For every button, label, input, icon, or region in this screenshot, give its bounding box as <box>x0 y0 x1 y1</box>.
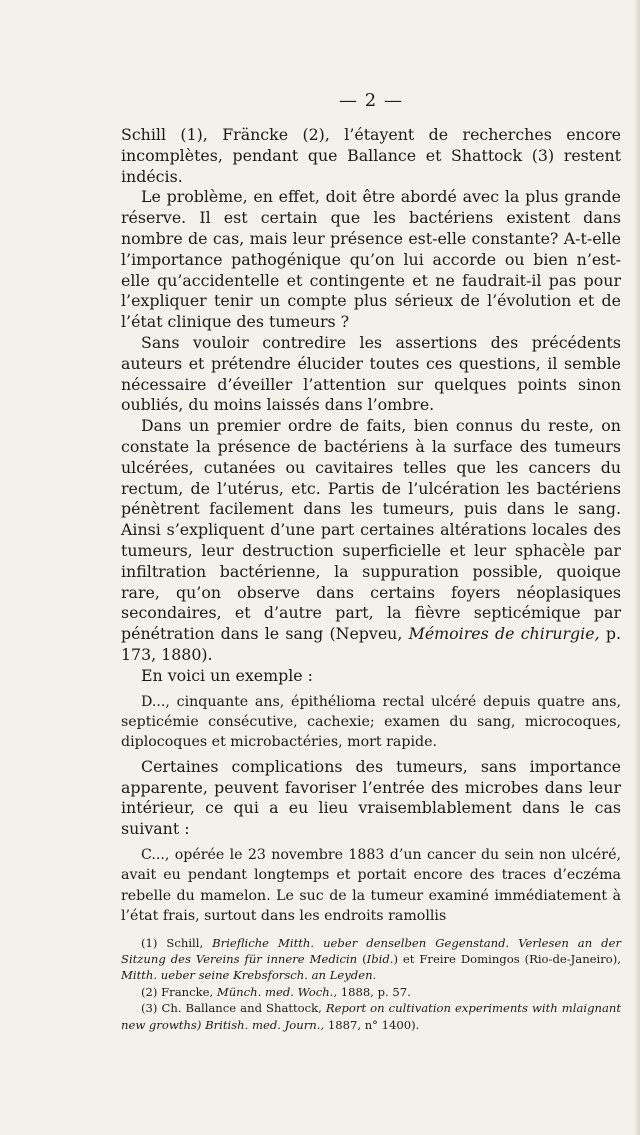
footnotes <box>121 935 621 1033</box>
footnote-3: (3) Ch. Ballance and Shattock, Report on cultivation experiments with mlaignant new growths) British. med. Journ., 1887, n° 1400). <box>121 1001 622 1032</box>
main-text-continued <box>121 757 621 840</box>
document-page <box>121 90 621 1033</box>
paragraph-6: Certaines complications des tumeurs, sans importance apparente, peuvent favoriser l’entrée des microbes dans leur intérieur, ce qui a eu lieu vraisemblablement dans le cas suivant : <box>121 756 621 839</box>
page-number: — 2 — <box>339 90 403 111</box>
paragraph-1: Schill (1), Fräncke (2), l’étayent de recherches encore incomplètes, pendant que Ballance et Shattock (3) restent indécis. <box>121 125 621 186</box>
footnote-1: (1) Schill, Briefliche Mitth. ueber denselben Gegenstand. Verlesen an der Sitzung des Vereins für innere Medicin (Ibid.) et Freire Domingos (Rio-de-Janeiro), Mitth. ueber seine Krebsforsch. an Leyden. <box>121 935 621 983</box>
footnote-2: (2) Francke, Münch. med. Woch., 1888, p. 57. <box>141 984 411 999</box>
paragraph-5: En voici un exemple : <box>141 665 313 685</box>
journal-citation: Mémoires de chirurgie, <box>408 624 600 644</box>
paragraph-3: Sans vouloir contredire les assertions des précédents auteurs et prétendre élucider toutes ces questions, il semble nécessaire d’éveiller l’attention sur quelques points sinon oubliés, du moins laissés dans l’ombre. <box>121 332 621 415</box>
paragraph-4: Dans un premier ordre de faits, bien connus du reste, on constate la présence de bactériens à la surface des tumeurs ulcérées, cutanées ou cavitaires telles que les cancers du rectum, de l’utérus, etc. Partis de l’ulcération les bactériens pénètrent facilement dans les tumeurs, puis dans le sang. Ainsi s’expliquent d’une part certaines altérations locales des tumeurs, leur destruction superficielle et leur sphacèle par infiltration bactérienne, la suppuration possible, quoique rare, qu’on observe dans certains foyers néoplasiques secondaires, et d’autre part, la fièvre septicémique par pénétration dans le sang (Nepveu, Mémoires de chirurgie, p. 173, 1880). <box>121 416 621 664</box>
case-report-2: C..., opérée le 23 novembre 1883 d’un cancer du sein non ulcéré, avait eu pendant longtemps et portait encore des traces d’eczéma rebelle du mamelon. Le suc de la tumeur examiné immédiatement à l’état frais, surtout dans les endroits ramollis <box>121 846 621 925</box>
page-edge-shadow <box>634 0 640 1135</box>
paragraph-2: Le problème, en effet, doit être abordé avec la plus grande réserve. Il est certain que les bactériens existent dans nombre de cas, mais leur présence est-elle constante? A-t-elle l’importance pathogénique qu’on lui accorde ou bien n’est-elle qu’accidentelle et contingente et ne faudrait-il pas pour l’expliquer tenir un compte plus sérieux de l’évolution et de l’état clinique des tumeurs ? <box>121 187 621 332</box>
case-report-1: D..., cinquante ans, épithélioma rectal ulcéré depuis quatre ans, septicémie consécutive, cachexie; examen du sang, microcoques, diplocoques et microbactéries, mort rapide. <box>121 693 621 751</box>
main-text <box>121 125 621 687</box>
